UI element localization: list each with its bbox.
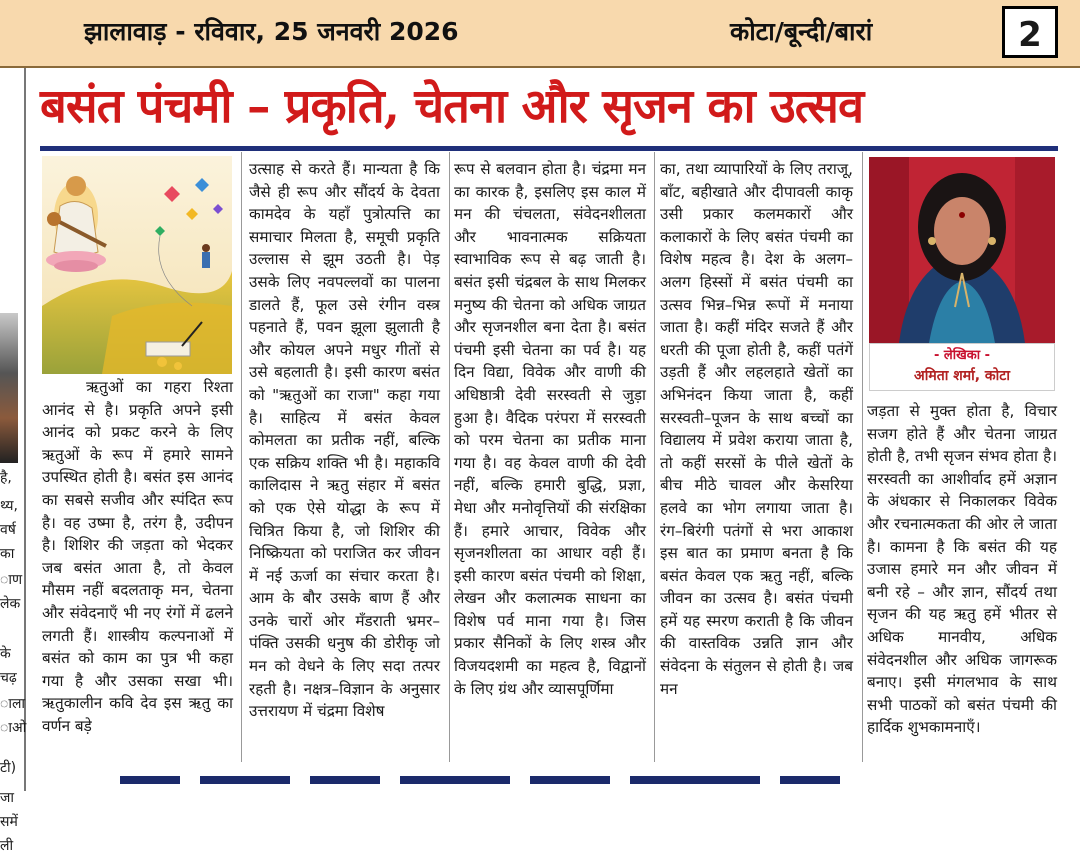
- page-number: 2: [1002, 6, 1058, 58]
- fragment-text: ाण: [0, 572, 23, 588]
- fragment-text: ाला: [0, 696, 26, 712]
- fragment-text: है,: [0, 470, 12, 486]
- adjacent-photo: [0, 313, 18, 463]
- author-photo: [869, 157, 1055, 343]
- article-column-4: का, तथा व्यापारियों के लिए तराजू, बाँट, बहीखाते और दीपावली काकृ उसी प्रकार कलमकारों और कलाकारों के लिए बसंत पंचमी का विशेष महत्व है। देश के अलग–अलग हिस्सों में बसंत पंचमी का उत्सव भिन्न–भिन्न रूपों में मनाया जाता है। कहीं मंदिर सजते हैं और धरती की पूजा होती है, कहीं पतंगें उड़ती हैं और लहलहाते खेतों का अभिनंदन किया जाता है, कहीं सरस्वती–पूजन के साथ बच्चों का विद्यालय में प्रवेश कराया जाता है, तो कहीं सरसों के पीले खेतों के बीच मीठे चावल और केसरिया हलवे का भोग लगाया जाता है। रंग–बिरंगी पतंगों से भरा आकाश इस बात का प्रमाण बनता है कि बसंत केवल एक ऋतु नहीं, बल्कि जीवन का उत्सव है। बसंत पंचमी हमें यह स्मरण कराती है कि जीवन की वास्तविक उन्नति ज्ञान और संवेदना के संतुलन से होती है। जब मन: [660, 160, 853, 698]
- edition-region: कोटा/बून्दी/बारां: [730, 17, 873, 46]
- edition-date: झालावाड़ - रविवार, 25 जनवरी 2026: [84, 17, 459, 46]
- fragment-text: ली: [0, 838, 14, 854]
- adjacent-article-fragment: [0, 68, 27, 854]
- fragment-text: ाओ: [0, 720, 27, 736]
- fragment-text: के: [0, 646, 11, 662]
- next-headline-fragment: [40, 762, 1060, 791]
- fragment-text: टी): [0, 760, 17, 776]
- fragment-text: समें: [0, 814, 18, 830]
- column-divider: [654, 152, 655, 762]
- article-column-1: ऋतुओं का गहरा रिश्ता आनंद से है। प्रकृति अपने इसी आनंद को प्रकट करने के लिए ऋतुओं के रूप में हमारे सामने उपस्थित होती है। बसंत इस आनंद का सबसे सजीव और स्पंदित रूप है। वह उष्मा है, तरंग है, उदीपन है। शिशिर की जड़ता को भेदकर जब बसंत आता है, तो केवल मौसम नहीं बदलताकृ मन, चेतना और संवेदनाएँ भी नए रंगों में ढलने लगती हैं। शास्त्रीय कल्पनाओं में बसंत को काम का पुत्र भी कहा गया है और उसका सखा भी। ऋतुकालीन कवि देव इस ऋतु का वर्णन बड़े: [42, 378, 233, 735]
- headline-rule: [40, 146, 1058, 151]
- article-column-5: जड़ता से मुक्त होता है, विचार सजग होते हैं और चेतना जाग्रत होती है, तभी सृजन संभव होता है। सरस्वती का आशीर्वाद हमें अज्ञान के अंधकार से निकालकर विवेक और रचनात्मकता की ओर ले जाता है। कामना है कि बसंत की यह उजास हमारे मन और जीवन में बनी रहे – और ज्ञान, सौंदर्य तथा सृजन की यह ऋतु हमें भीतर से अधिक मानवीय, अधिक संवेदनशील और अधिक जागरूक बनाए। इसी मंगलभाव के साथ सभी पाठकों को बसंत पंचमी की हार्दिक शुभकामनाएँ।: [867, 402, 1057, 737]
- column-divider: [449, 152, 450, 762]
- saraswati-illustration: [42, 156, 232, 374]
- fragment-text: का: [0, 546, 15, 562]
- author-caption: [869, 343, 1055, 391]
- article-column-3: रूप से बलवान होता है। चंद्रमा मन का कारक है, इसलिए इस काल में मन की चंचलता, संवेदनशीलता और भावनात्मक सक्रियता स्वाभाविक रूप से बढ़ जाती है। बसंत इसी चंद्रबल के साथ मिलकर मनुष्य की चेतना को अधिक जाग्रत और सृजनशील बना देता है। बसंत पंचमी इसी चेतना का पर्व है। यह दिन विद्या, विवेक और वाणी की अधिष्ठात्री देवी सरस्वती से जुड़ा हुआ है। वैदिक परंपरा में सरस्वती को परम चेतना का प्रतीक माना गया है। वह केवल वाणी की देवी नहीं, बल्कि हमारी बुद्धि, प्रज्ञा, मेधा और मनोवृत्तियों की संरक्षिका हैं। हमारे आचार, विवेक और सृजनशीलता का आधार वही हैं। इसी कारण बसंत पंचमी को शिक्षा, लेखन और कलात्मक साधना का विशेष पर्व माना गया है। जिस प्रकार सैनिकों के लिए शस्त्र और विजयदशमी का महत्व है, विद्वानों के लिए ग्रंथ और व्यासपूर्णिमा: [454, 160, 646, 698]
- fragment-text: लेक: [0, 596, 21, 612]
- article-column-2: उत्साह से करते हैं। मान्यता है कि जैसे ही रूप और सौंदर्य के देवता कामदेव के यहाँ पुत्रोत्पत्ति का समाचार मिलता है, समूची प्रकृति उल्लास से झूम उठती है। पेड़ उसके लिए नवपल्लवों का पालना डालते हैं, फूल उसे रंगीन वस्त्र पहनाते हैं, पवन झूला झुलाती है और कोयल अपने मधुर गीतों से उसे बहलाती है। इसी कारण बसंत को "ऋतुओं का राजा" कहा गया है। साहित्य में बसंत केवल कोमलता का प्रतीक नहीं, बल्कि एक सक्रिय शक्ति भी है। महाकवि कालिदास ने ऋतु संहार में बसंत को एक ऐसे योद्धा के रूप में चित्रित किया है, जो शिशिर की निष्क्रियता को पराजित कर जीवन में नई ऊर्जा का संचार करता है। आम के बौर उसके बाण हैं और उनके चारों ओर मँडराती भ्रमर–पंक्ति उसकी धनुष की डोरीकृ जो मन को वेधने के लिए सदा तत्पर रहती है। नक्षत्र–विज्ञान के अनुसार उत्तरायण में चंद्रमा विशेष: [249, 160, 440, 721]
- masthead-bar: [0, 0, 1080, 68]
- article-headline: बसंत पंचमी – प्रकृति, चेतना और सृजन का उत्सव: [40, 79, 864, 134]
- fragment-text: जा: [0, 790, 15, 806]
- column-divider: [241, 152, 242, 762]
- column-divider: [862, 152, 863, 762]
- fragment-text: थ्य,: [0, 498, 18, 514]
- author-role: - लेखिका -: [933, 348, 990, 363]
- fragment-text: वर्ष: [0, 522, 16, 538]
- fragment-text: चढ़: [0, 670, 17, 686]
- author-name: अमिता शर्मा, कोटा: [914, 368, 1010, 384]
